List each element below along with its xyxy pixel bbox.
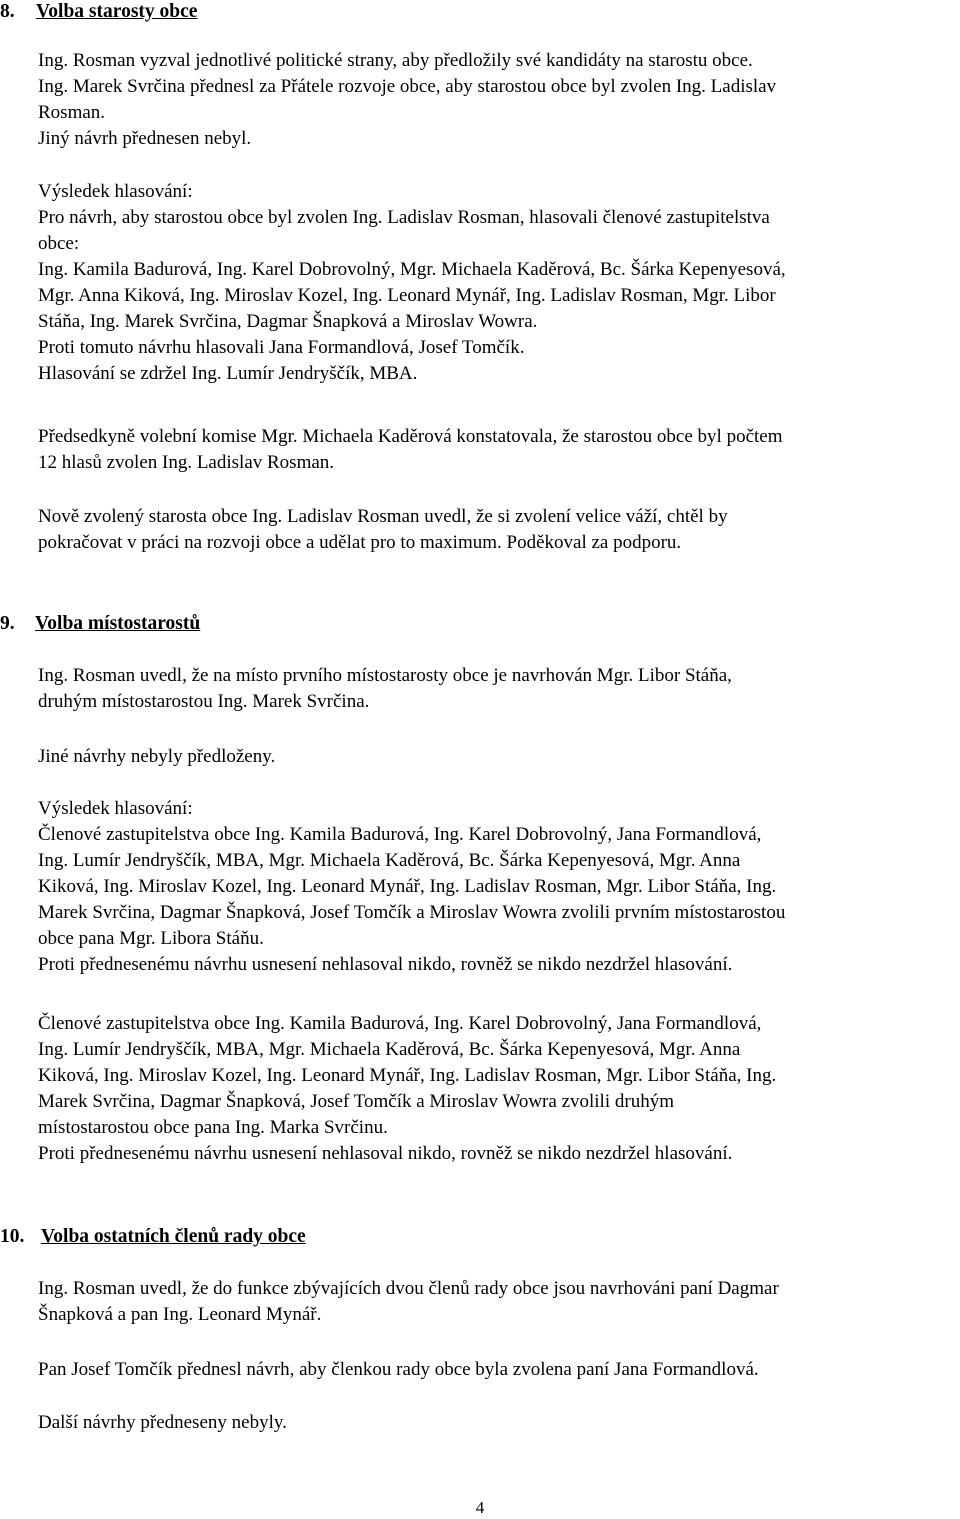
- section-number: 8.: [0, 1, 15, 22]
- text-line: Stáňa, Ing. Marek Svrčina, Dagmar Šnapková a Miroslav Wowra.: [38, 311, 538, 332]
- text-line: 12 hlasů zvolen Ing. Ladislav Rosman.: [38, 452, 335, 473]
- text-line: Proti přednesenému návrhu usnesení nehlasoval nikdo, rovněž se nikdo nezdržel hlasování.: [38, 954, 733, 975]
- text-line: obce pana Mgr. Libora Stáňu.: [38, 928, 264, 949]
- text-line: pokračovat v práci na rozvoji obce a udělat pro to maximum. Poděkoval za podporu.: [38, 532, 682, 553]
- paragraph: [38, 504, 953, 556]
- section-title: Volba starosty obce: [36, 1, 198, 22]
- text-line: Ing. Rosman uvedl, že na místo prvního místostarosty obce je navrhován Mgr. Libor Stáňa,: [38, 665, 732, 686]
- text-line: Šnapková a pan Ing. Leonard Mynář.: [38, 1304, 322, 1325]
- paragraph: [38, 1276, 953, 1328]
- text-line: Kiková, Ing. Miroslav Kozel, Ing. Leonard Mynář, Ing. Ladislav Rosman, Mgr. Libor Stáňa, Ing.: [38, 1065, 777, 1086]
- text-line: Ing. Lumír Jendryščík, MBA, Mgr. Michaela Kaděrová, Bc. Šárka Kepenyesová, Mgr. Anna: [38, 1039, 741, 1060]
- text-line: Marek Svrčina, Dagmar Šnapková, Josef Tomčík a Miroslav Wowra zvolili prvním místostarostou: [38, 902, 786, 923]
- paragraph: [38, 744, 953, 770]
- paragraph: [38, 424, 953, 476]
- text-line: Proti tomuto návrhu hlasovali Jana Formandlová, Josef Tomčík.: [38, 337, 525, 358]
- text-line: Pan Josef Tomčík přednesl návrh, aby členkou rady obce byla zvolena paní Jana Formandlová.: [38, 1359, 759, 1380]
- paragraph: [38, 663, 953, 715]
- paragraph: [38, 1011, 953, 1167]
- text-line: obce:: [38, 233, 80, 254]
- paragraph: [38, 48, 953, 152]
- text-line: Ing. Marek Svrčina přednesl za Přátele rozvoje obce, aby starostou obce byl zvolen Ing. Ladislav: [38, 76, 777, 97]
- page-number: 4: [475, 1498, 485, 1517]
- text-line: Ing. Lumír Jendryščík, MBA, Mgr. Michaela Kaděrová, Bc. Šárka Kepenyesová, Mgr. Anna: [38, 850, 741, 871]
- section-title: Volba místostarostů: [35, 613, 201, 634]
- text-line: místostarostou obce pana Ing. Marka Svrčinu.: [38, 1117, 388, 1138]
- text-line: Kiková, Ing. Miroslav Kozel, Ing. Leonard Mynář, Ing. Ladislav Rosman, Mgr. Libor Stáňa, Ing.: [38, 876, 777, 897]
- paragraph: [38, 179, 953, 387]
- text-line: Pro návrh, aby starostou obce byl zvolen Ing. Ladislav Rosman, hlasovali členové zastupitelstva: [38, 207, 770, 228]
- text-line: Nově zvolený starosta obce Ing. Ladislav Rosman uvedl, že si zvolení velice váží, chtěl by: [38, 506, 728, 527]
- text-line: Hlasování se zdržel Ing. Lumír Jendryščík, MBA.: [38, 363, 418, 384]
- text-line: Jiný návrh přednesen nebyl.: [38, 128, 252, 149]
- text-line: Marek Svrčina, Dagmar Šnapková, Josef Tomčík a Miroslav Wowra zvolili druhým: [38, 1091, 674, 1112]
- text-line: Ing. Rosman uvedl, že do funkce zbývajících dvou členů rady obce jsou navrhováni paní Dagmar: [38, 1278, 779, 1299]
- section-number: 9.: [0, 613, 15, 634]
- text-line: Mgr. Anna Kiková, Ing. Miroslav Kozel, Ing. Leonard Mynář, Ing. Ladislav Rosman, Mgr. Libor: [38, 285, 776, 306]
- text-line: Další návrhy předneseny nebyly.: [38, 1412, 287, 1433]
- text-line: Výsledek hlasování:: [38, 181, 193, 202]
- text-line: druhým místostarostou Ing. Marek Svrčina.: [38, 691, 370, 712]
- section-heading-10: [0, 1224, 306, 1250]
- paragraph: [38, 1410, 953, 1436]
- text-line: Jiné návrhy nebyly předloženy.: [38, 746, 276, 767]
- text-line: Členové zastupitelstva obce Ing. Kamila Badurová, Ing. Karel Dobrovolný, Jana Formandlová,: [38, 1013, 762, 1034]
- section-heading-8: [0, 0, 197, 25]
- paragraph: [38, 796, 953, 978]
- text-line: Předsedkyně volební komise Mgr. Michaela Kaděrová konstatovala, že starostou obce byl počtem: [38, 426, 783, 447]
- text-line: Ing. Kamila Badurová, Ing. Karel Dobrovolný, Mgr. Michaela Kaděrová, Bc. Šárka Kepenyesová,: [38, 259, 786, 280]
- text-line: Rosman.: [38, 102, 106, 123]
- paragraph: [38, 1357, 953, 1383]
- text-line: Ing. Rosman vyzval jednotlivé politické strany, aby předložily své kandidáty na starostu obce.: [38, 50, 753, 71]
- section-number: 10.: [0, 1226, 25, 1247]
- text-line: Členové zastupitelstva obce Ing. Kamila Badurová, Ing. Karel Dobrovolný, Jana Formandlová,: [38, 824, 762, 845]
- text-line: Výsledek hlasování:: [38, 798, 193, 819]
- section-title: Volba ostatních členů rady obce: [41, 1226, 306, 1247]
- text-line: Proti přednesenému návrhu usnesení nehlasoval nikdo, rovněž se nikdo nezdržel hlasování.: [38, 1143, 733, 1164]
- section-heading-9: [0, 611, 200, 637]
